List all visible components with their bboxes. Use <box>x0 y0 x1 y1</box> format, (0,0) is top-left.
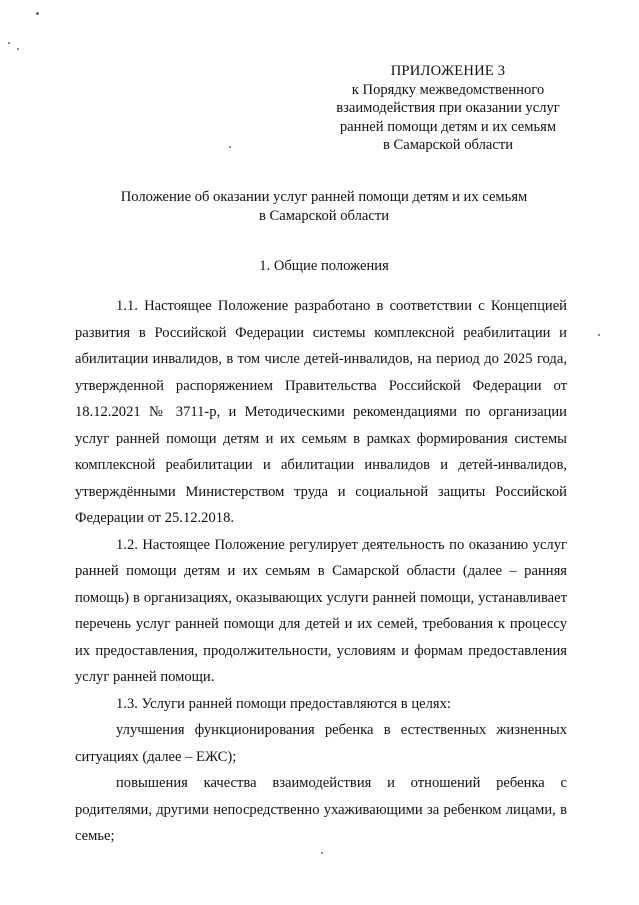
document-title <box>80 188 568 225</box>
appendix-line: к Порядку межведомственного <box>351 81 545 98</box>
scan-speck <box>36 12 39 15</box>
scan-speck <box>321 852 323 854</box>
paragraph: 1.1. Настоящее Положение разработано в соответствии с Концепцией развития в Российской Федерации системы комплексной реабилитации и абилитации инвалидов, в том числе детей-инвалидов, на период до 2025 года, утвержденной распоряжением Правительства Российской Федерации от 18.12.2021 № 3711-р, и Методическими рекомендациями по организации услуг ранней помощи детям и их семьям в рамках формирования системы комплексной реабилитации и абилитации инвалидов и детей-инвалидов, утверждёнными Министерством труда и социальной защиты Российской Федерации от 25.12.2018. <box>75 298 567 526</box>
paragraph: улучшения функционирования ребенка в естественных жизненных ситуациях (далее – ЕЖС); <box>75 722 567 765</box>
appendix-line: в Самарской области <box>382 137 514 153</box>
appendix-line: ранней помощи детям и их семьям <box>339 118 557 135</box>
document-body <box>75 293 567 850</box>
appendix-header: ПРИЛОЖЕНИЕ 3 <box>390 63 506 79</box>
scan-speck <box>598 334 600 336</box>
paragraph: 1.2. Настоящее Положение регулирует деятельность по оказанию услуг ранней помощи детям и их семьям в Самарской области (далее – ранняя помощь) в организациях, оказывающих услуги ранней помощи, устанавливает перечень услуг ранней помощи для детей и их семей, требования к процессу их предоставления, продолжительности, условиям и формам предоставления услуг ранней помощи. <box>75 536 567 685</box>
title-line: в Самарской области <box>258 207 390 224</box>
appendix-block <box>322 62 574 155</box>
paragraph: повышения качества взаимодействия и отношений ребенка с родителями, другими непосредственно ухаживающими за ребенком лицами, в семье; <box>75 775 567 844</box>
title-line: Положение об оказании услуг ранней помощи детям и их семьям <box>120 189 528 205</box>
scan-speck <box>17 48 19 50</box>
paragraph: 1.3. Услуги ранней помощи предоставляются в целях: <box>116 695 451 712</box>
section-heading: 1. Общие положения <box>259 258 389 274</box>
appendix-line: взаимодействия при оказании услуг <box>336 100 560 116</box>
scan-speck <box>8 42 10 44</box>
scan-speck <box>229 146 231 148</box>
